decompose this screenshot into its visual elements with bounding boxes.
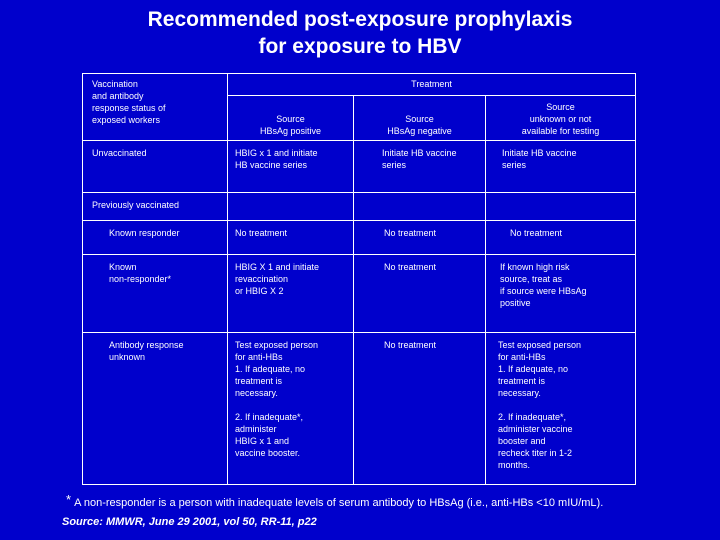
footnote-marker: * [66, 492, 72, 507]
cell-unknown [486, 193, 635, 199]
status-header-cell [83, 74, 228, 141]
cell-negative: No treatment [384, 262, 437, 272]
table-header-row [83, 74, 636, 96]
cell-negative [354, 193, 485, 199]
cell-unknown: Initiate HB vaccine series [502, 148, 577, 170]
cell-positive [228, 193, 353, 199]
table-row [83, 221, 636, 255]
cell-negative: No treatment [384, 340, 437, 350]
row-label-previously-vaccinated: Previously vaccinated [92, 200, 180, 210]
cell-negative: No treatment [384, 228, 437, 238]
footnote-text: A non-responder is a person with inadequate levels of serum antibody to HBsAg (i.e., anti-HBs <10 mIU/mL). [74, 497, 604, 509]
treatment-header: Treatment [411, 79, 452, 89]
cell-positive: No treatment [235, 228, 288, 238]
title-line-2: for exposure to HBV [258, 35, 462, 58]
cell-positive: HBIG X 1 and initiate revaccination or HBIG X 2 [235, 262, 320, 296]
table-row [83, 333, 636, 485]
source-unknown-header-cell [486, 96, 636, 141]
source-positive-header-cell [228, 96, 354, 141]
slide-title [0, 6, 720, 60]
prophylaxis-table [82, 73, 636, 485]
cell-negative: Initiate HB vaccine series [382, 148, 457, 170]
source-negative-header: Source HBsAg negative [387, 114, 452, 136]
cell-positive: Test exposed person for anti-HBs 1. If adequate, no treatment is necessary. 2. If inadequate*, administer HBIG x 1 and vaccine booster. [235, 340, 319, 458]
source-citation: Source: MMWR, June 29 2001, vol 50, RR-11, p22 [62, 516, 317, 528]
source-negative-header-cell [354, 96, 486, 141]
title-line-1: Recommended post-exposure prophylaxis [147, 8, 573, 31]
source-positive-header: Source HBsAg positive [259, 114, 322, 136]
footnote [66, 494, 603, 509]
table-row [83, 193, 636, 221]
cell-positive: HBIG x 1 and initiate HB vaccine series [235, 148, 318, 170]
row-label-antibody-response-unknown: Antibody response unknown [109, 340, 184, 362]
status-header: Vaccination and antibody response status of exposed workers [92, 79, 166, 125]
table-row [83, 255, 636, 333]
row-label-known-non-responder: Known non-responder* [109, 262, 172, 284]
cell-unknown: If known high risk source, treat as if source were HBsAg positive [500, 262, 587, 308]
table-row [83, 141, 636, 193]
cell-unknown: No treatment [510, 228, 563, 238]
row-label-unvaccinated: Unvaccinated [92, 148, 147, 158]
cell-unknown: Test exposed person for anti-HBs 1. If adequate, no treatment is necessary. 2. If inadequate*, administer vaccine booster and recheck titer in 1-2 months. [498, 340, 582, 470]
source-unknown-header: Source unknown or not available for testing [521, 102, 600, 136]
treatment-header-cell [228, 74, 636, 96]
row-label-known-responder: Known responder [109, 228, 180, 238]
